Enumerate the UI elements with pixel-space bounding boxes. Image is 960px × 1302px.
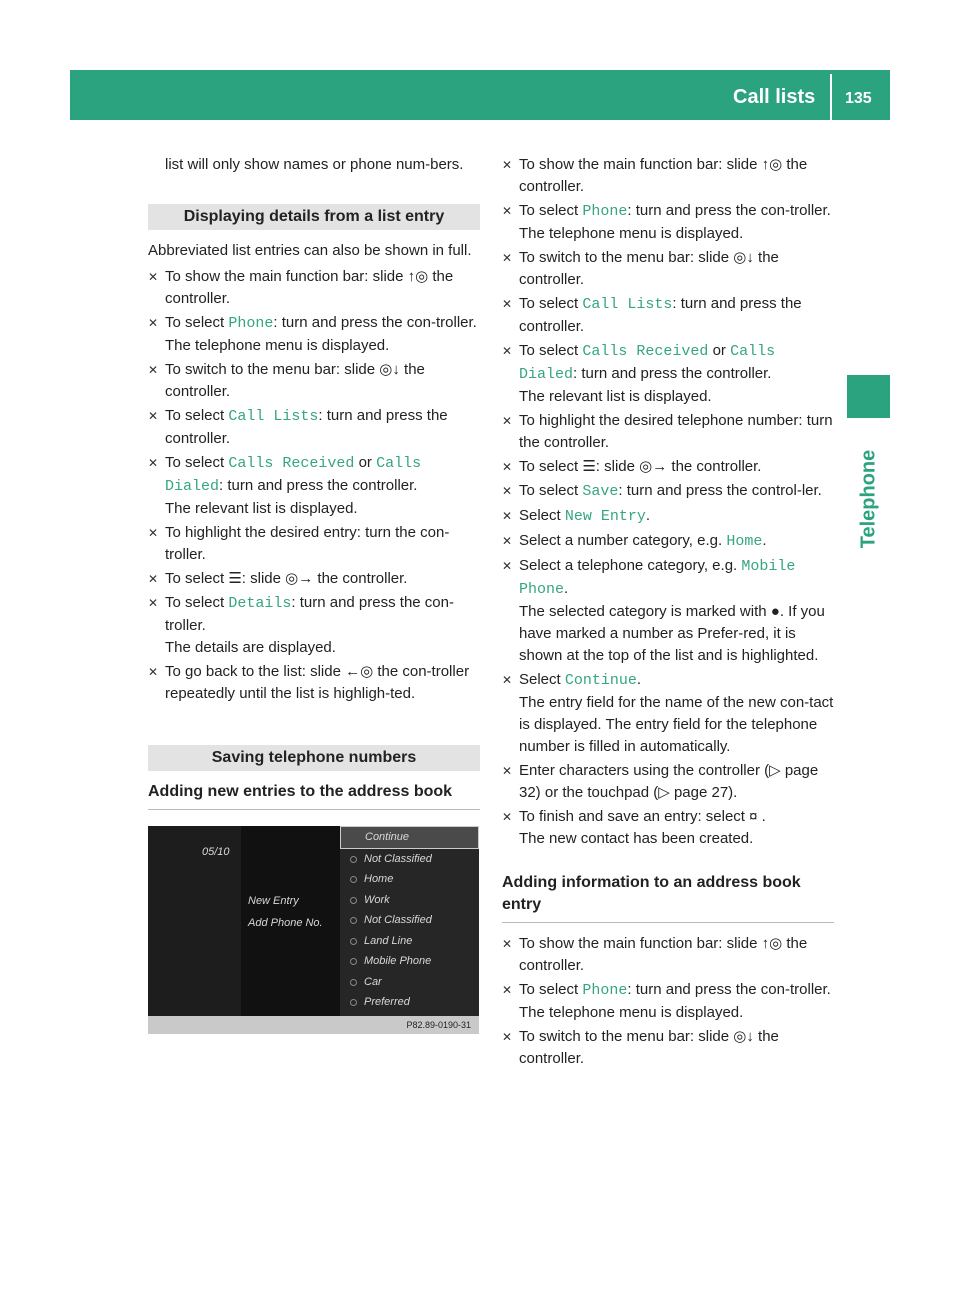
subheading: Adding new entries to the address book	[148, 781, 480, 810]
step-text: To select	[519, 342, 583, 359]
step-text: To finish and save an entry: select ¤ .	[519, 808, 766, 825]
screen-menu-item	[340, 890, 479, 911]
step-text: Select	[519, 507, 565, 524]
screen-menu-label: Mobile Phone	[364, 955, 432, 967]
step-text: : turn and press the controller.	[219, 477, 418, 494]
step-arrow-icon: ✕	[502, 1030, 513, 1044]
step-result: The details are displayed.	[165, 639, 336, 656]
menu-term: Phone	[582, 203, 628, 220]
step-text: : turn and press the con-troller.	[165, 594, 454, 634]
subheading: Adding information to an address book entry	[502, 872, 834, 923]
step-text: To select ☰: slide ◎→ the controller.	[165, 570, 408, 587]
menu-term: Call Lists	[228, 408, 319, 425]
step-text: or	[708, 342, 731, 359]
page-number: 135	[845, 90, 872, 107]
step-text: To select	[165, 407, 229, 424]
section-intro: Abbreviated list entries can also be shown in full.	[148, 242, 472, 259]
instruction-step	[148, 522, 480, 566]
step-text: .	[762, 532, 767, 549]
step-text: : turn and press the controller.	[573, 365, 772, 382]
screen-menu-item	[340, 910, 479, 931]
instruction-step	[502, 505, 834, 528]
screen-submenu	[248, 826, 338, 1016]
step-arrow-icon: ✕	[148, 409, 159, 423]
step-text: : turn and press the control-ler.	[618, 482, 822, 499]
screen-menu-item	[340, 931, 479, 952]
menu-term: Mobile Phone	[519, 558, 796, 598]
step-text: To show the main function bar: slide ↑◎ the controller.	[165, 268, 454, 307]
page-title: Call lists	[733, 86, 816, 108]
step-text: To show the main function bar: slide ↑◎ the controller.	[519, 935, 808, 974]
step-arrow-icon: ✕	[502, 509, 513, 523]
screen-menu-item	[340, 992, 479, 1013]
menu-term: Call Lists	[582, 296, 673, 313]
menu-term: Phone	[228, 315, 274, 332]
screen-menu-label: Car	[364, 975, 382, 988]
step-text: To select	[519, 295, 583, 312]
screen-submenu-item: Add Phone No.	[248, 917, 323, 929]
chapter-label: Telephone	[857, 449, 879, 549]
step-arrow-icon: ✕	[502, 937, 513, 951]
section-heading: Saving telephone numbers	[148, 745, 480, 771]
menu-term: Calls Dialed	[519, 343, 776, 383]
radio-icon	[350, 958, 357, 965]
menu-term: Continue	[564, 672, 637, 689]
step-arrow-icon: ✕	[148, 572, 159, 586]
step-arrow-icon: ✕	[502, 810, 513, 824]
step-text: To select	[519, 482, 583, 499]
step-text: To select	[165, 454, 229, 471]
step-text: .	[645, 507, 651, 524]
step-text: To select	[165, 314, 229, 331]
screenshot-figure	[148, 826, 479, 1034]
step-result: The telephone menu is displayed.	[165, 337, 390, 354]
step-arrow-icon: ✕	[148, 596, 159, 610]
instruction-step	[502, 979, 834, 1024]
step-text: Select a telephone category, e.g.	[519, 557, 742, 574]
instruction-step	[502, 200, 834, 245]
instruction-step	[502, 530, 834, 553]
screen-menu-label: Work	[364, 893, 390, 906]
step-text: .	[564, 580, 569, 597]
instruction-step	[502, 806, 834, 850]
radio-icon	[350, 897, 357, 904]
step-text: To switch to the menu bar: slide ◎↓ the controller.	[519, 1028, 779, 1067]
step-text: or	[354, 454, 377, 471]
step-arrow-icon: ✕	[502, 484, 513, 498]
step-text: Enter characters using the controller (▷ page 32) or the touchpad (▷ page 27).	[519, 762, 819, 801]
intro-text: list will only show names or phone num-bers.	[165, 156, 464, 173]
instruction-step	[148, 312, 480, 357]
step-arrow-icon: ✕	[502, 673, 513, 687]
screen-menu-item	[340, 972, 479, 993]
screen-list-panel	[148, 826, 241, 1016]
step-text: To select	[519, 981, 583, 998]
step-result: The telephone menu is displayed.	[519, 225, 744, 242]
step-text: To go back to the list: slide ←◎ the con-troller repeatedly until the list is highligh-ted.	[165, 663, 470, 702]
step-text: : turn and press the controller.	[165, 407, 448, 447]
screen-menu-label: Preferred	[364, 996, 410, 1008]
instruction-step	[148, 266, 480, 310]
step-text: To select ☰: slide ◎→ the controller.	[519, 458, 762, 475]
chapter-tab	[847, 375, 890, 418]
menu-term: New Entry	[564, 508, 646, 525]
instruction-step	[502, 1026, 834, 1070]
figure-code: P82.89-0190-31	[148, 1016, 479, 1034]
menu-term: Calls Received	[582, 343, 709, 360]
step-arrow-icon: ✕	[148, 456, 159, 470]
header-divider	[830, 74, 832, 120]
step-arrow-icon: ✕	[502, 297, 513, 311]
step-text: To select	[165, 594, 229, 611]
step-arrow-icon: ✕	[148, 363, 159, 377]
instruction-step	[148, 568, 480, 590]
step-list	[502, 933, 834, 1070]
instruction-step	[148, 452, 480, 520]
step-text: To switch to the menu bar: slide ◎↓ the controller.	[165, 361, 425, 400]
screen-menu-label: Not Classified	[364, 852, 432, 865]
instruction-step	[502, 340, 834, 408]
step-text: : turn and press the con-troller.	[273, 314, 477, 331]
instruction-step	[502, 247, 834, 291]
step-arrow-icon: ✕	[502, 460, 513, 474]
screen-menu-item	[340, 951, 479, 972]
step-arrow-icon: ✕	[148, 316, 159, 330]
menu-term: Calls Dialed	[165, 455, 422, 495]
instruction-step	[502, 933, 834, 977]
step-text: To highlight the desired telephone number: turn the controller.	[519, 412, 833, 451]
step-list	[148, 266, 480, 705]
radio-icon	[350, 938, 357, 945]
step-arrow-icon: ✕	[148, 526, 159, 540]
step-arrow-icon: ✕	[502, 764, 513, 778]
step-result: The new contact has been created.	[519, 830, 754, 847]
instruction-step	[148, 359, 480, 403]
step-arrow-icon: ✕	[502, 983, 513, 997]
step-arrow-icon: ✕	[502, 158, 513, 172]
step-arrow-icon: ✕	[502, 204, 513, 218]
step-text: .	[636, 671, 642, 688]
instruction-step	[502, 669, 834, 758]
radio-icon	[350, 999, 357, 1006]
step-arrow-icon: ✕	[502, 344, 513, 358]
menu-term: Save	[582, 483, 619, 500]
screen-menu-label: Not Classified	[364, 914, 432, 926]
menu-term: Home	[726, 533, 763, 550]
step-text: : turn and press the con-troller.	[627, 202, 831, 219]
screen-menu-item	[340, 869, 479, 890]
radio-icon	[350, 856, 357, 863]
instruction-step	[148, 661, 480, 705]
screen-submenu-item: New Entry	[248, 895, 299, 907]
step-text: To show the main function bar: slide ↑◎ the controller.	[519, 156, 808, 195]
step-text: To select	[519, 202, 583, 219]
section-heading: Displaying details from a list entry	[148, 204, 480, 230]
screen-menu-label: Home	[364, 873, 394, 885]
step-arrow-icon: ✕	[502, 559, 513, 573]
step-result: The relevant list is displayed.	[519, 388, 712, 405]
instruction-step	[148, 592, 480, 659]
step-text: Select a number category, e.g.	[519, 532, 727, 549]
screen-date: 05/10	[202, 846, 230, 858]
step-result: The selected category is marked with ●. If you have marked a number as Prefer-red, it is shown at the top of the list and is highlighted.	[519, 603, 825, 664]
radio-icon	[350, 876, 357, 883]
step-result: The entry field for the name of the new con-tact is displayed. The entry field for the telephone number is filled in automatically.	[519, 694, 834, 755]
step-arrow-icon: ✕	[148, 665, 159, 679]
screen-menu-label: Land Line	[364, 934, 413, 947]
step-text: Select	[519, 671, 565, 688]
step-result: The telephone menu is displayed.	[519, 1004, 744, 1021]
step-text: : turn and press the controller.	[519, 295, 802, 335]
menu-term: Phone	[582, 982, 628, 999]
step-text: To highlight the desired entry: turn the con-troller.	[165, 524, 450, 563]
radio-icon	[350, 979, 357, 986]
step-arrow-icon: ✕	[502, 251, 513, 265]
instruction-step	[502, 293, 834, 338]
instruction-step	[502, 410, 834, 454]
step-arrow-icon: ✕	[502, 414, 513, 428]
instruction-step	[148, 405, 480, 450]
screen-menu-label: Continue	[365, 831, 410, 843]
radio-icon	[350, 917, 357, 924]
screen-menu-item	[340, 826, 479, 849]
menu-term: Details	[228, 595, 292, 612]
step-text: : turn and press the con-troller.	[627, 981, 831, 998]
screen-menu-item	[340, 849, 479, 870]
right-column	[502, 154, 834, 1072]
instruction-step	[502, 760, 834, 804]
step-arrow-icon: ✕	[148, 270, 159, 284]
instruction-step	[502, 154, 834, 198]
instruction-step	[502, 456, 834, 478]
step-text: To switch to the menu bar: slide ◎↓ the controller.	[519, 249, 779, 288]
instruction-step	[502, 480, 834, 503]
screen-menu	[340, 826, 479, 1016]
left-column	[148, 154, 480, 1034]
step-arrow-icon: ✕	[502, 534, 513, 548]
instruction-step	[502, 555, 834, 667]
step-list	[502, 154, 834, 850]
step-result: The relevant list is displayed.	[165, 500, 358, 517]
menu-term: Calls Received	[228, 455, 355, 472]
